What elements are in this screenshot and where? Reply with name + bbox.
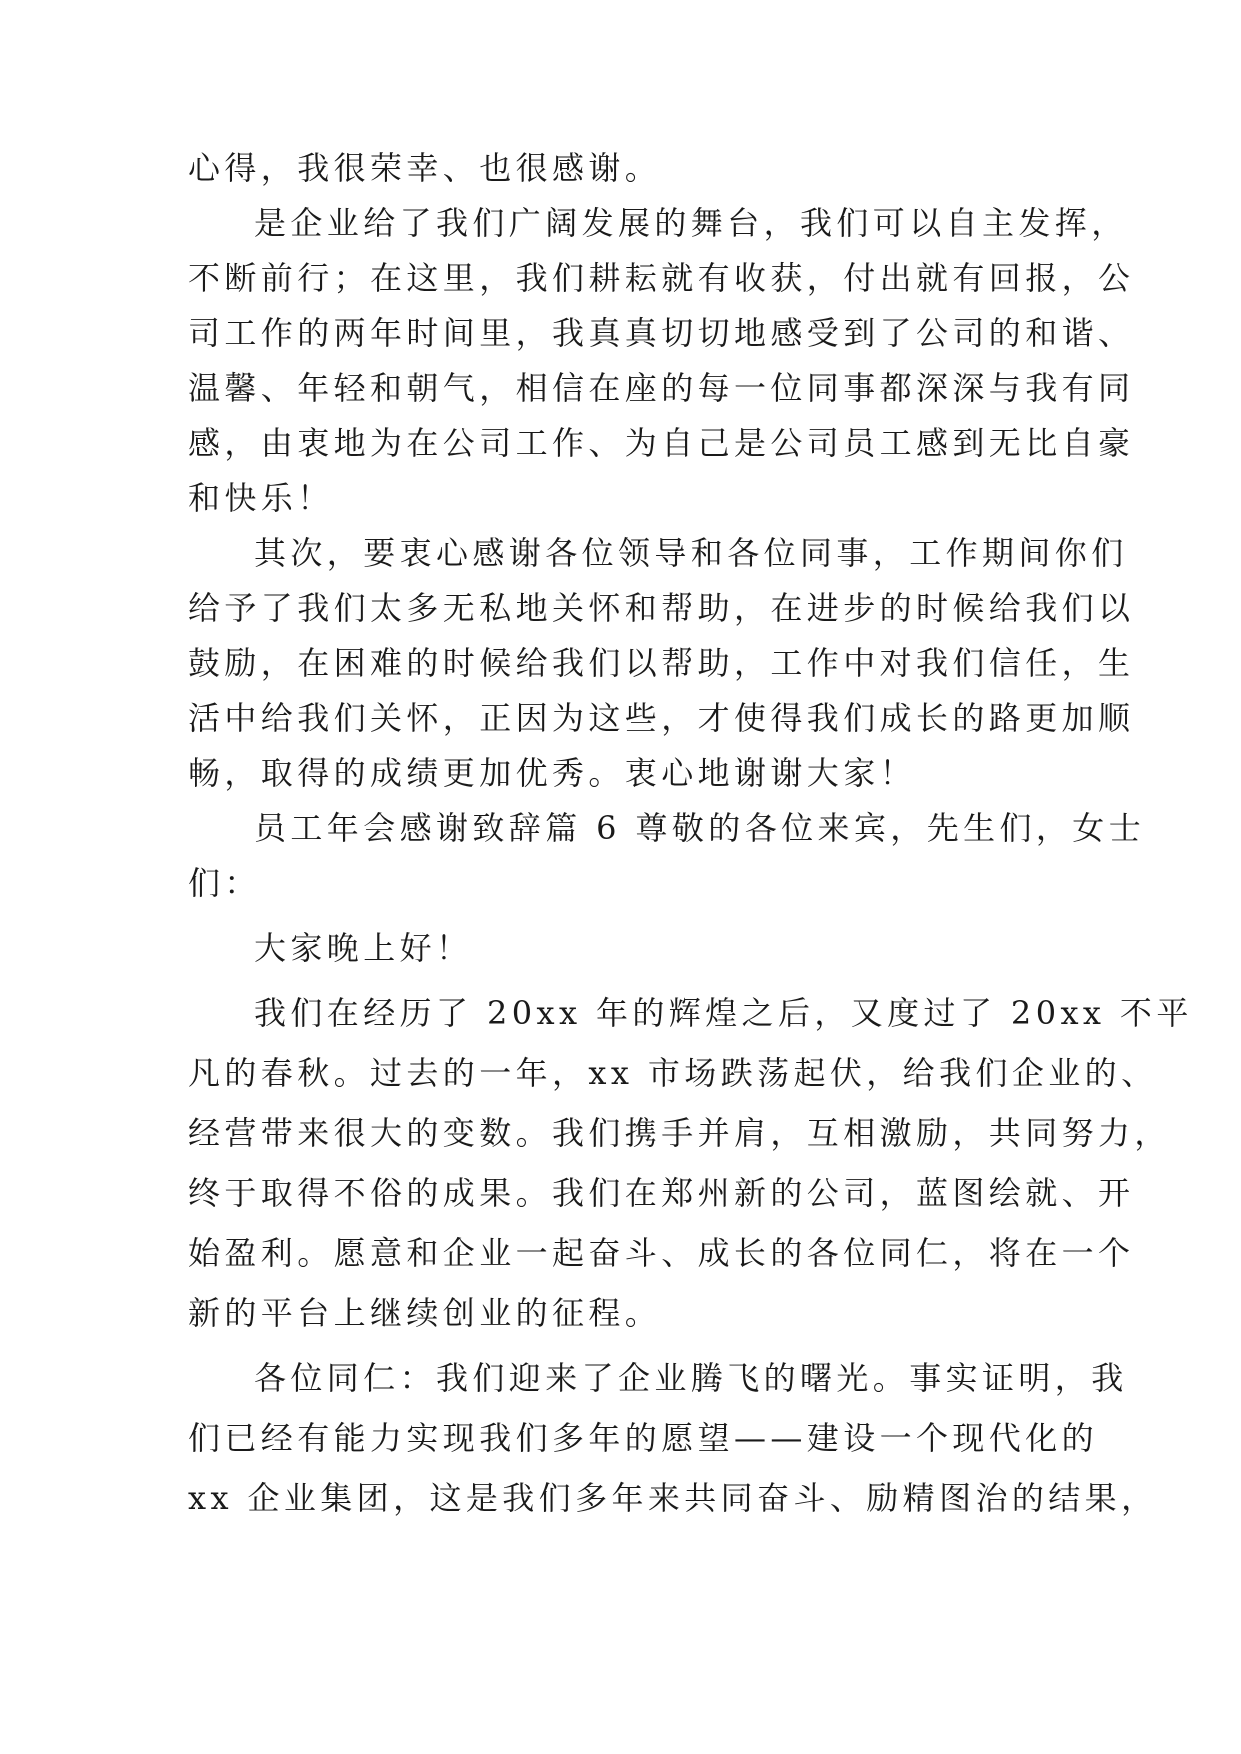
text-line: 们： bbox=[188, 864, 261, 902]
text-line: 经营带来很大的变数。我们携手并肩，互相激励，共同努力， bbox=[188, 1114, 1171, 1152]
text-line: 凡的春秋。过去的一年，xx 市场跌荡起伏，给我们企业的、 bbox=[188, 1054, 1158, 1092]
text-line: 终于取得不俗的成果。我们在郑州新的公司，蓝图绘就、开 bbox=[188, 1174, 1135, 1212]
text-line: 员工年会感谢致辞篇 6 尊敬的各位来宾，先生们，女士 bbox=[254, 809, 1146, 847]
text-line: 我们在经历了 20xx 年的辉煌之后，又度过了 20xx 不平 bbox=[254, 994, 1193, 1032]
text-line: 畅，取得的成绩更加优秀。衷心地谢谢大家！ bbox=[188, 754, 917, 792]
text-line: 温馨、年轻和朝气，相信在座的每一位同事都深深与我有同 bbox=[188, 369, 1135, 407]
text-line: 始盈利。愿意和企业一起奋斗、成长的各位同仁，将在一个 bbox=[188, 1234, 1135, 1272]
text-line: 活中给我们关怀，正因为这些，才使得我们成长的路更加顺 bbox=[188, 699, 1135, 737]
text-line: 们已经有能力实现我们多年的愿望——建设一个现代化的 bbox=[188, 1419, 1099, 1457]
text-line: 各位同仁：我们迎来了企业腾飞的曙光。事实证明，我 bbox=[254, 1359, 1128, 1397]
text-line: 大家晚上好！ bbox=[254, 929, 473, 967]
text-line: 心得，我很荣幸、也很感谢。 bbox=[188, 149, 662, 187]
text-line: 其次，要衷心感谢各位领导和各位同事，工作期间你们 bbox=[254, 534, 1128, 572]
text-line: 给予了我们太多无私地关怀和帮助，在进步的时候给我们以 bbox=[188, 589, 1135, 627]
text-line: 新的平台上继续创业的征程。 bbox=[188, 1294, 662, 1332]
text-line: xx 企业集团，这是我们多年来共同奋斗、励精图治的结果， bbox=[188, 1479, 1158, 1517]
text-line: 司工作的两年时间里，我真真切切地感受到了公司的和谐、 bbox=[188, 314, 1135, 352]
text-line: 和快乐！ bbox=[188, 479, 334, 517]
text-line: 是企业给了我们广阔发展的舞台，我们可以自主发挥， bbox=[254, 204, 1128, 242]
text-line: 不断前行；在这里，我们耕耘就有收获，付出就有回报，公 bbox=[188, 259, 1135, 297]
text-line: 感，由衷地为在公司工作、为自己是公司员工感到无比自豪 bbox=[188, 424, 1135, 462]
text-line: 鼓励，在困难的时候给我们以帮助，工作中对我们信任，生 bbox=[188, 644, 1135, 682]
